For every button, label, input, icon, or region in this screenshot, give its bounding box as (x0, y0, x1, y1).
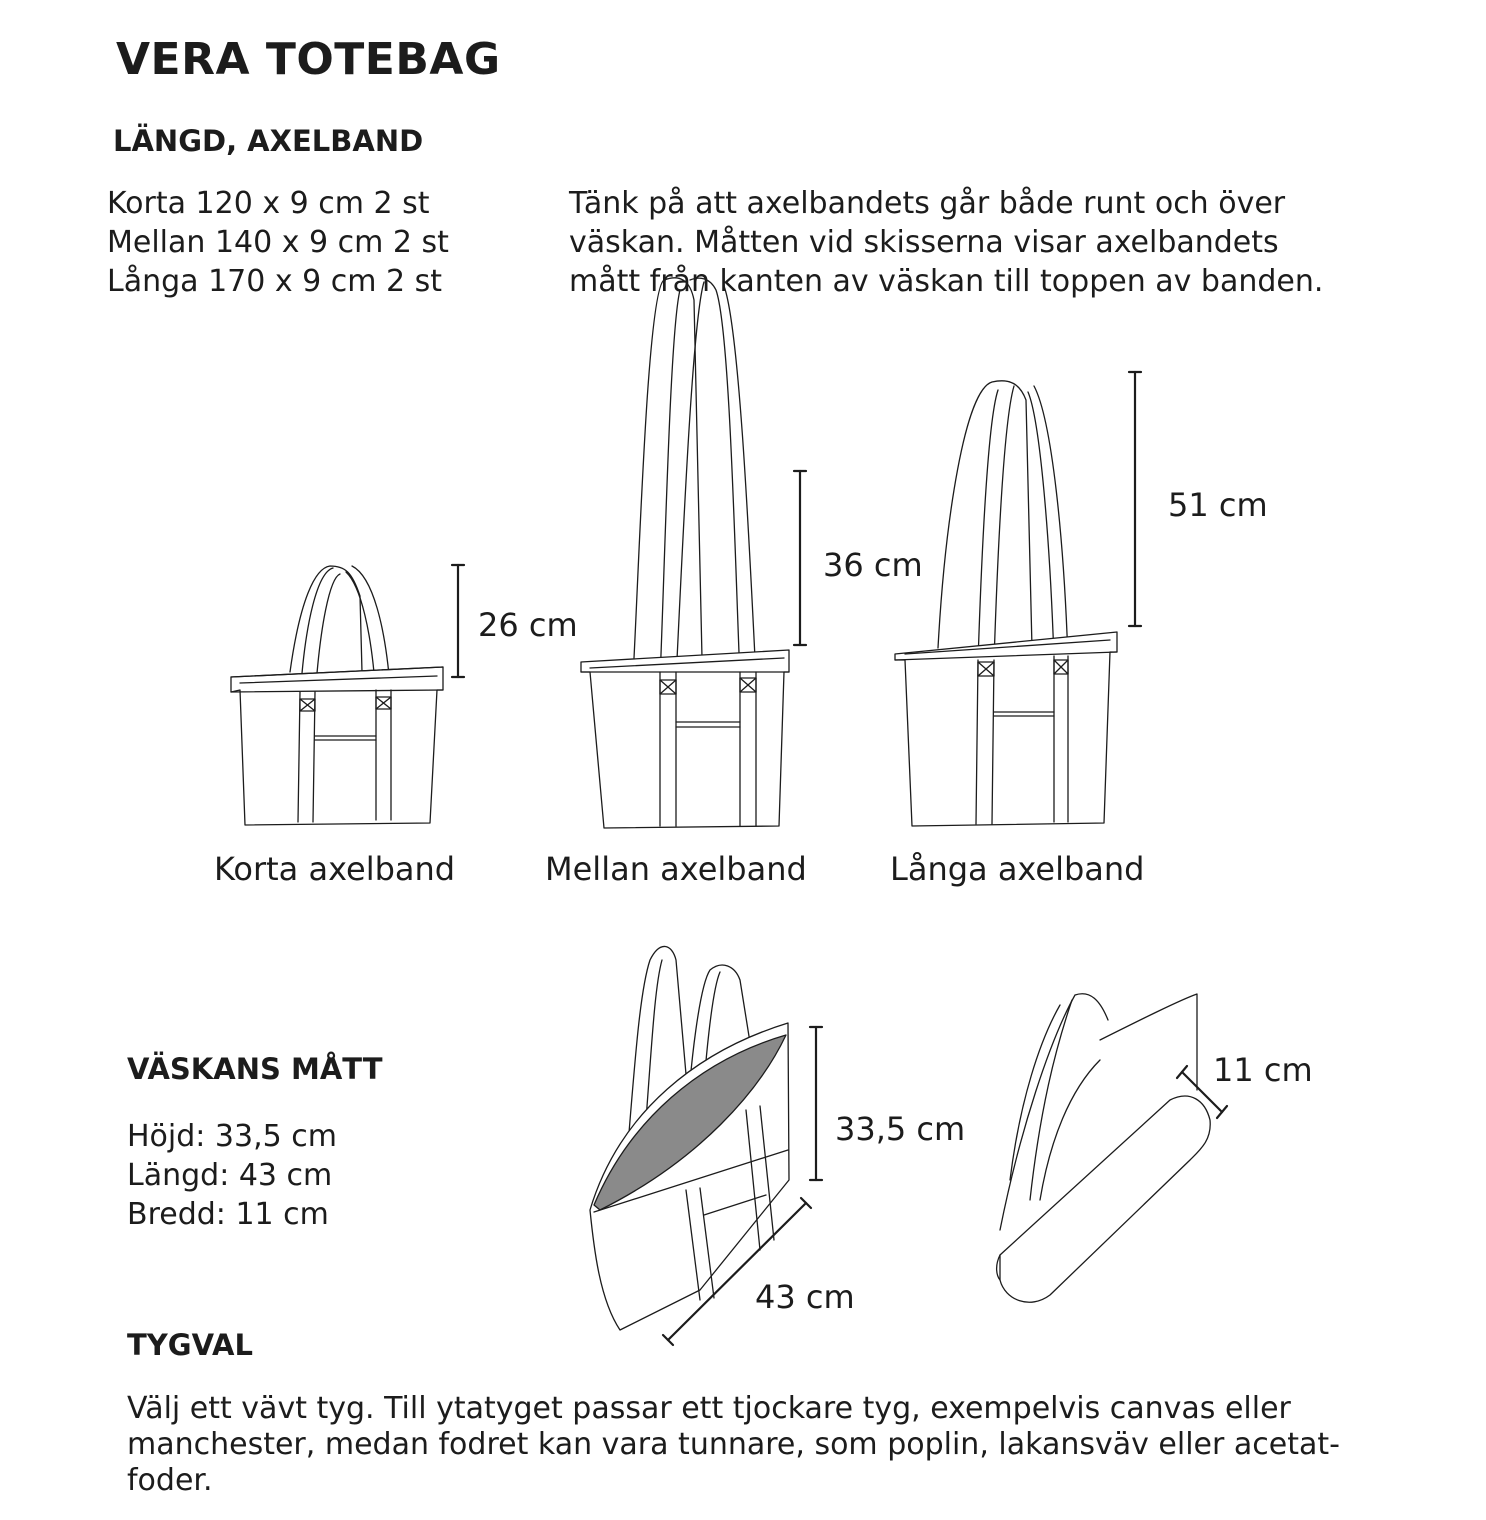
bag-length: Längd: 43 cm (127, 1158, 333, 1193)
bag-height: Höjd: 33,5 cm (127, 1119, 337, 1154)
tote-short-straps-drawing (231, 566, 443, 825)
long-strap-caption: Långa axelband (890, 850, 1145, 888)
tote-open-angled-drawing (590, 946, 789, 1330)
strap-length-heading: LÄNGD, AXELBAND (113, 124, 424, 158)
long-strap-measurement: 51 cm (1168, 486, 1268, 524)
short-strap-caption: Korta axelband (214, 850, 456, 888)
fabric-text-line: foder. (127, 1463, 213, 1498)
tote-long-straps-drawing (895, 381, 1117, 826)
fabric-heading: TYGVAL (127, 1328, 253, 1362)
strap-size-long: Långa 170 x 9 cm 2 st (107, 264, 443, 299)
medium-strap-measurement: 36 cm (823, 546, 923, 584)
short-strap-measurement: 26 cm (478, 606, 578, 644)
page-title: VERA TOTEBAG (116, 34, 501, 85)
fabric-text (127, 1391, 1340, 1499)
fabric-text-line: manchester, medan fodret kan vara tunnare, som poplin, lakansväv eller acetat- (127, 1427, 1340, 1462)
strap-size-medium: Mellan 140 x 9 cm 2 st (107, 225, 449, 260)
fabric-text-line: Välj ett vävt tyg. Till ytatyget passar ett tjockare tyg, exempelvis canvas eller (127, 1391, 1291, 1426)
tote-medium-straps-drawing (581, 278, 789, 828)
strap-note-line: mått från kanten av väskan till toppen av banden. (569, 264, 1324, 299)
tote-bottom-view-drawing (997, 994, 1227, 1302)
strap-size-short: Korta 120 x 9 cm 2 st (107, 186, 430, 221)
bag-dimensions-heading: VÄSKANS MÅTT (127, 1052, 383, 1086)
strap-note-line: Tänk på att axelbandets går både runt och över (569, 186, 1286, 221)
bag-width-measurement: 11 cm (1213, 1051, 1313, 1089)
bag-width: Bredd: 11 cm (127, 1197, 329, 1232)
bag-length-measurement: 43 cm (755, 1278, 855, 1316)
medium-strap-caption: Mellan axelband (545, 850, 807, 888)
bag-dimension-list (127, 1117, 337, 1234)
bag-height-measurement: 33,5 cm (835, 1110, 966, 1148)
strap-note-line: väskan. Måtten vid skisserna visar axelbandets (569, 225, 1279, 260)
